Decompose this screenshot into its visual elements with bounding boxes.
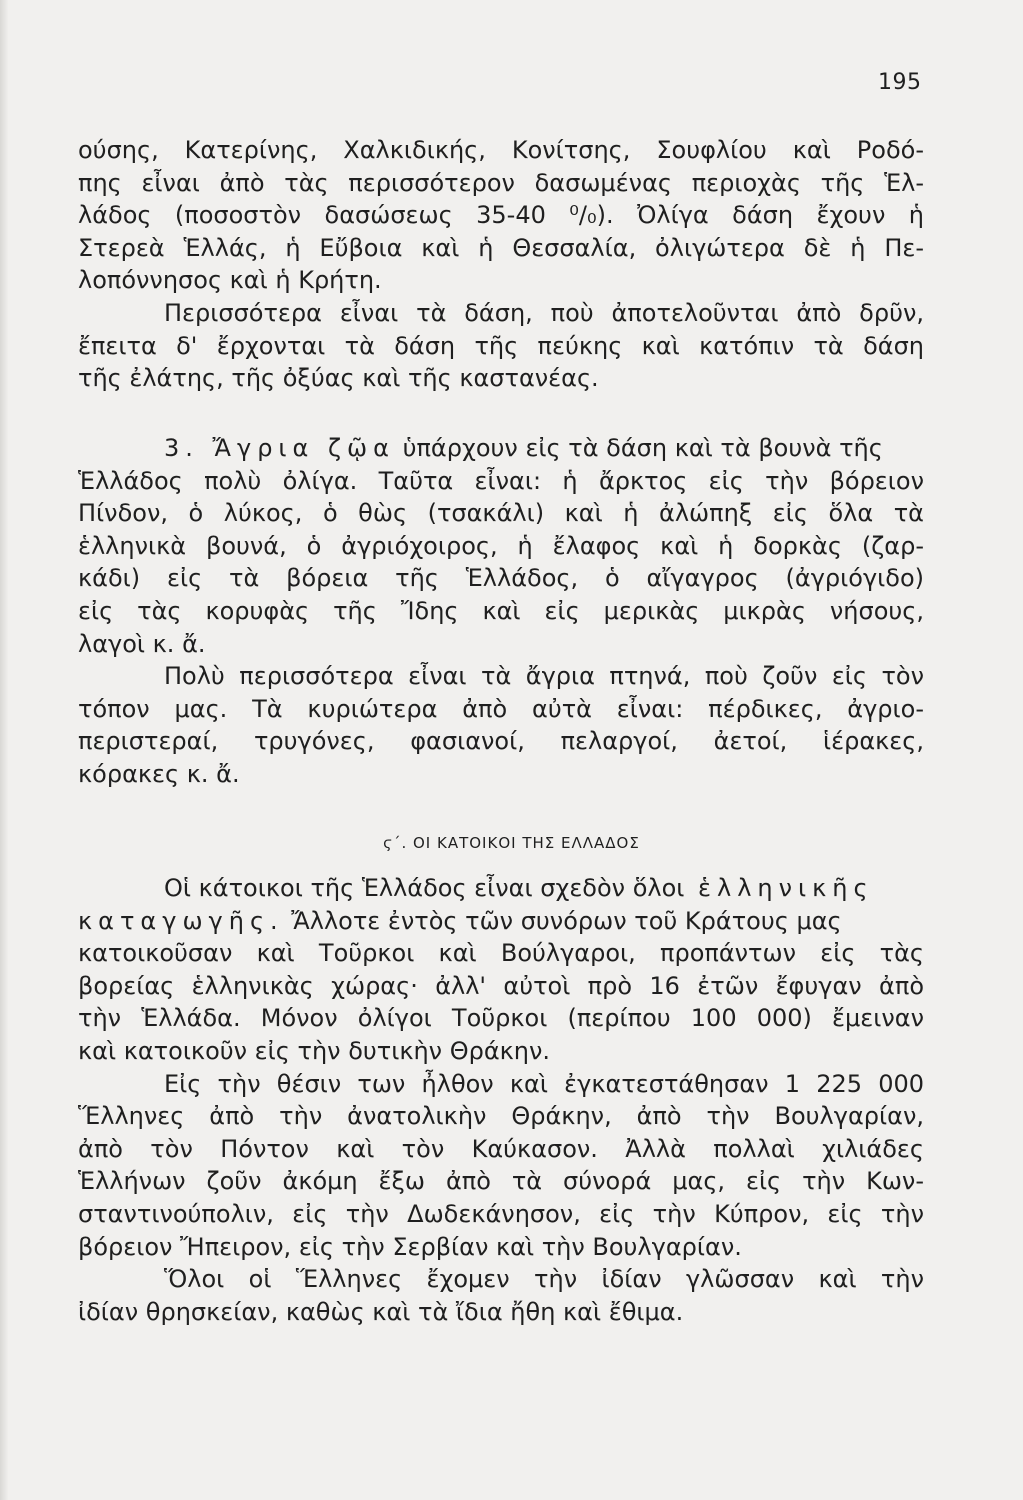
- text-line: [78, 1035, 924, 1068]
- text-line: [78, 1231, 924, 1264]
- line-text: Οἱ κάτοικοι τῆς Ἑλλάδος εἶναι σχεδὸν ὅλοι: [164, 874, 685, 902]
- text-line: [78, 937, 924, 970]
- text-line: [78, 167, 924, 200]
- text-line: [78, 1133, 924, 1166]
- section-heading: ϛ΄. ΟΙ ΚΑΤΟΙΚΟΙ ΤΗΣ ΕΛΛΑΔΟΣ: [383, 834, 640, 852]
- text-line: [78, 199, 924, 232]
- line-text: Ἕλληνες ἀπὸ τὴν ἀνατολικὴν Θράκην, ἀπὸ τὴν Βουλγαρίαν,: [78, 1102, 924, 1131]
- paragraphs-bottom: [78, 872, 924, 1328]
- text-line: [78, 1296, 924, 1329]
- text-line: [78, 1100, 924, 1133]
- page-number: 195: [878, 70, 922, 95]
- text-line: [78, 628, 924, 661]
- line-text: λοπόννησος καὶ ἡ Κρήτη.: [78, 266, 382, 295]
- line-text: Ἄλλοτε ἐντὸς τῶν συνόρων τοῦ Κράτους μας: [283, 906, 842, 935]
- line-text: Πολὺ περισσότερα εἶναι τὰ ἄγρια πτηνά, ποὺ ζοῦν εἰς τὸν: [164, 662, 924, 691]
- text-line: [78, 758, 924, 791]
- text-line: [78, 362, 924, 395]
- line-text: Εἰς τὴν θέσιν των ἦλθον καὶ ἐγκατεστάθησαν 1 225 000: [164, 1069, 924, 1098]
- paragraphs-top: [78, 134, 924, 395]
- line-text: τῆς ἐλάτης, τῆς ὀξύας καὶ τῆς καστανέας.: [78, 364, 599, 393]
- text-line: [78, 1198, 924, 1231]
- text-line: [78, 134, 924, 167]
- line-text: σταντινούπολιν, εἰς τὴν Δωδεκάνησον, εἰς τὴν Κύπρον, εἰς τὴν: [78, 1199, 924, 1228]
- text-line: [78, 562, 924, 595]
- text-line: [78, 232, 924, 265]
- line-text: περιστεραί, τρυγόνες, φασιανοί, πελαργοί, ἀετοί, ἱέρακες,: [78, 727, 924, 756]
- spaced-emphasis: 3. Ἄγρια ζῷα: [164, 434, 395, 462]
- text-line: [78, 530, 924, 563]
- line-text: Πίνδον, ὁ λύκος, ὁ θὼς (τσακάλι) καὶ ἡ ἀλώπηξ εἰς ὅλα τὰ: [78, 499, 924, 528]
- line-text: Ἑλλήνων ζοῦν ἀκόμη ἔξω ἀπὸ τὰ σύνορά μας, εἰς τὴν Κων-: [78, 1167, 924, 1196]
- page-edge-shadow: [0, 0, 8, 1500]
- line-text: τὴν Ἑλλάδα. Μόνον ὀλίγοι Τοῦρκοι (περίπου 100 000) ἔμειναν: [78, 1004, 924, 1033]
- line-text: βορείας ἑλληνικὰς χώρας· ἀλλ' αὐτοὶ πρὸ 16 ἐτῶν ἔφυγαν ἀπὸ: [78, 971, 924, 1000]
- line-text: τόπον μας. Τὰ κυριώτερα ἀπὸ αὐτὰ εἶναι: πέρδικες, ἀγριο-: [78, 694, 924, 723]
- line-text: κάδι) εἰς τὰ βόρεια τῆς Ἑλλάδος, ὁ αἴγαγρος (ἀγριόγιδο): [78, 564, 924, 593]
- line-text: πης εἶναι ἀπὸ τὰς περισσότερον δασωμένας περιοχὰς τῆς Ἑλ-: [78, 168, 924, 197]
- text-line: [78, 432, 924, 465]
- line-text: λαγοὶ κ. ἄ.: [78, 629, 206, 658]
- line-text: ὑπάρχουν εἰς τὰ δάση καὶ τὰ βουνὰ τῆς: [394, 434, 883, 462]
- text-line: [78, 1165, 924, 1198]
- line-text: Ὅλοι οἱ Ἕλληνες ἔχομεν τὴν ἰδίαν γλῶσσαν καὶ τὴν: [164, 1265, 924, 1294]
- line-text: κατοικοῦσαν καὶ Τοῦρκοι καὶ Βούλγαροι, προπάντων εἰς τὰς: [78, 939, 924, 968]
- line-text: ἰδίαν θρησκείαν, καθὼς καὶ τὰ ἴδια ἤθη καὶ ἔθιμα.: [78, 1297, 684, 1326]
- text-line: [78, 970, 924, 1003]
- spaced-emphasis: ἑλληνικῆς: [684, 874, 874, 902]
- line-text: λάδος (ποσοστὸν δασώσεως 35-40 ⁰/₀). Ὀλίγα δάση ἔχουν ἡ: [78, 201, 924, 230]
- line-text: ούσης, Κατερίνης, Χαλκιδικής, Κονίτσης, Σουφλίου καὶ Ροδό-: [78, 136, 924, 164]
- line-text: ἔπειτα δ' ἔρχονται τὰ δάση τῆς πεύκης καὶ κατόπιν τὰ δάση: [78, 331, 924, 360]
- text-line: [78, 264, 924, 297]
- text-line: [78, 1068, 924, 1101]
- line-text: Στερεὰ Ἑλλάς, ἡ Εὔβοια καὶ ἡ Θεσσαλία, ὀλιγώτερα δὲ ἡ Πε-: [78, 233, 924, 262]
- line-text: κόρακες κ. ἄ.: [78, 759, 240, 788]
- text-line: [78, 725, 924, 758]
- text-line: [78, 330, 924, 363]
- text-line: [78, 497, 924, 530]
- line-text: ἑλληνικὰ βουνά, ὁ ἀγριόχοιρος, ἡ ἔλαφος καὶ ἡ δορκὰς (ζαρ-: [78, 531, 924, 560]
- line-text: καὶ κατοικοῦν εἰς τὴν δυτικὴν Θράκην.: [78, 1036, 551, 1065]
- line-text: Περισσότερα εἶναι τὰ δάση, ποὺ ἀποτελοῦνται ἀπὸ δρῦν,: [164, 298, 924, 327]
- text-line: [78, 465, 924, 498]
- text-line: [78, 905, 924, 938]
- text-line: [78, 297, 924, 330]
- text-line: [78, 595, 924, 628]
- paragraphs-middle: [78, 432, 924, 791]
- line-text: Ἑλλάδος πολὺ ὀλίγα. Ταῦτα εἶναι: ἡ ἄρκτος εἰς τὴν βόρειον: [78, 466, 924, 495]
- line-text: ἀπὸ τὸν Πόντον καὶ τὸν Καύκασον. Ἀλλὰ πολλαὶ χιλιάδες: [78, 1134, 924, 1163]
- line-text: βόρειον Ἤπειρον, εἰς τὴν Σερβίαν καὶ τὴν Βουλγαρίαν.: [78, 1232, 742, 1261]
- text-line: [78, 1002, 924, 1035]
- text-line: [78, 693, 924, 726]
- spaced-emphasis: καταγωγῆς.: [78, 906, 284, 935]
- text-line: [78, 872, 924, 905]
- line-text: εἰς τὰς κορυφὰς τῆς Ἴδης καὶ εἰς μερικὰς μικρὰς νήσους,: [78, 596, 924, 625]
- text-line: [78, 660, 924, 693]
- text-line: [78, 1263, 924, 1296]
